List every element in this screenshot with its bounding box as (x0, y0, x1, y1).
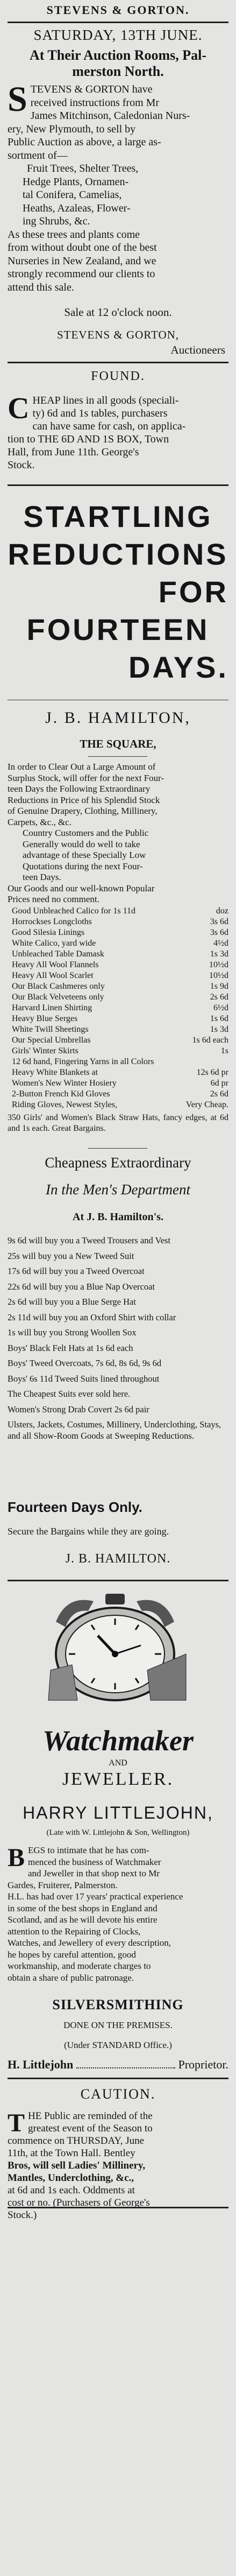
price-value: 2s 6d (210, 993, 228, 1002)
body-line: attention to the Repairing of Clocks, (8, 1926, 141, 1937)
price-value: 12s 6d pr (196, 1068, 228, 1077)
cheapness-title: Cheapness Extraordinary (45, 1155, 191, 1171)
body-line: in some of the best shops in England and (8, 1903, 158, 1913)
body-line: Bros, will sell Ladies' Millinery, (8, 2160, 146, 2171)
price-value: 1s 9d (210, 982, 228, 991)
body-line: attend this sale. (8, 281, 74, 293)
body-line: greatest event of the Season to (28, 2123, 153, 2134)
price-row (8, 906, 228, 917)
mens-line: Boys' Black Felt Hats at 1s 6d each (8, 1342, 133, 1353)
drop-cap: S (8, 80, 27, 119)
divider (8, 2207, 228, 2208)
price-value: doz (216, 906, 228, 916)
intro-text (8, 762, 228, 905)
price-list (8, 906, 228, 1110)
price-value: 1s 3d (210, 949, 228, 959)
body-line: cost or no. (Purchasers of George's (8, 2197, 150, 2208)
price-item: Riding Gloves, Newest Styles, (12, 1100, 117, 1109)
merchant-name: J. B. HAMILTON, (45, 709, 191, 727)
intro-line: Quotations during the next Four- (23, 861, 143, 871)
body-text (8, 1845, 228, 1983)
price-item: Women's New Winter Hosiery (12, 1079, 117, 1088)
dotted-leader (76, 2058, 175, 2068)
price-value: 10½d (209, 960, 228, 969)
secure-line: Secure the Bargains while they are going. (8, 1526, 169, 1537)
price-value: 1s 6d (210, 1014, 228, 1023)
mens-line: The Cheapest Suits ever sold here. (8, 1389, 131, 1399)
price-value: 6½d (213, 1003, 228, 1012)
intro-line: teen Days. (23, 872, 61, 882)
price-item: Girls' Winter Skirts (12, 1046, 78, 1055)
intro-line: teen Days the Following Extraordinary (8, 784, 151, 794)
done-on-premises: DONE ON THE PREMISES. (63, 2020, 173, 2030)
body-line: can have same for cash, on applica- (32, 420, 186, 432)
headline-line: FOURTEEN (26, 613, 210, 646)
body-line: Stock.) (8, 2209, 37, 2221)
body-line: Watches, and Jewellery of every description, (8, 1938, 171, 1948)
intro-line: Surplus Stock, will offer for the next Four- (8, 772, 165, 783)
headline-line: FOR (158, 575, 228, 609)
mens-line: Boys' 6s 11d Tweed Suits lined throughout (8, 1373, 160, 1384)
price-item: Our Black Velveteens only (12, 993, 104, 1002)
price-item: Heavy White Blankets at (12, 1068, 98, 1077)
intro-line: Generally would do well to take (23, 839, 140, 849)
mens-list (8, 1235, 228, 1446)
mens-line: Boys' Tweed Overcoats, 7s 6d, 8s 6d, 9s 6d (8, 1358, 162, 1368)
body-line: commence on THURSDAY, June (8, 2135, 145, 2146)
price-item: Heavy All Wool Scarlet (12, 971, 94, 980)
auction-venue (8, 47, 228, 80)
body-line: and Jeweller in that shop next to Mr (28, 1868, 160, 1878)
body-line: As these trees and plants come (8, 228, 140, 241)
headline (8, 498, 228, 686)
price-item: Our Special Umbrellas (12, 1036, 91, 1045)
mens-line: 25s will buy you a New Tweed Suit (8, 1250, 134, 1261)
price-row (8, 949, 228, 960)
body-line: Hall, from June 11th. George's (8, 446, 139, 458)
at-hamilton: At J. B. Hamilton's. (73, 1211, 163, 1223)
body-line: Mantles, Underclothing, &c., (8, 2172, 134, 2184)
divider (8, 22, 228, 23)
price-item: Good Silesia Linings (12, 928, 85, 937)
divider (8, 1580, 228, 1581)
intro-line: Our Goods and our well-known Popular (8, 883, 155, 893)
body-text (8, 80, 228, 294)
watchmaker-body (8, 1845, 228, 1983)
price-item: Our Black Cashmeres only (12, 982, 105, 991)
headline-line: REDUCTIONS (8, 537, 228, 571)
price-item: Heavy All Wool Flannels (12, 960, 99, 969)
body-line: Public Auction as above, a large as- (8, 136, 161, 148)
body-line: Hedge Plants, Ornamen- (23, 175, 129, 188)
venue-line: At Their Auction Rooms, Pal- (29, 47, 207, 63)
body-line: Stock. (8, 459, 35, 471)
intro-line: In order to Clear Out a Large Amount of (8, 762, 156, 772)
body-line: Fruit Trees, Shelter Trees, (27, 163, 139, 174)
body-line: HEAP lines in all goods (speciali- (32, 395, 179, 406)
body-line: ery, New Plymouth, to sell by (8, 123, 136, 135)
drop-cap: T (8, 2109, 25, 2137)
mens-line: 9s 6d will buy you a Tweed Trousers and Vest (8, 1235, 171, 1245)
price-item: Good Unbleached Calico for 1s 11d (12, 906, 136, 916)
body-line: Gardes, Fruiterer, Palmerston. (8, 1880, 118, 1890)
price-row (8, 927, 228, 938)
intro-line: of Genuine Drapery, Clothing, Millinery, (8, 806, 158, 816)
caution-body (8, 2110, 228, 2221)
body-text (8, 394, 228, 471)
body-line: obtain a share of public patronage. (8, 1972, 134, 1983)
price-row (8, 1046, 228, 1057)
body-line: Heaths, Azaleas, Flower- (23, 202, 131, 214)
price-row (8, 938, 228, 949)
price-row (8, 992, 228, 1003)
auction-date: SATURDAY, 13TH JUNE. (33, 27, 203, 43)
caution-title: CAUTION. (80, 2086, 156, 2102)
price-row (8, 1100, 228, 1110)
divider (88, 756, 147, 757)
drop-cap: B (8, 1843, 25, 1872)
body-line: 11th, at the Town Hall. Bentley (8, 2148, 135, 2159)
body-line: TEVENS & GORTON have (30, 83, 153, 95)
price-item: Unbleached Table Damask (12, 949, 104, 959)
price-row (8, 1003, 228, 1013)
body-line: James Mitchinson, Caledonian Nurs- (30, 110, 190, 122)
divider (8, 2078, 228, 2079)
headline-line: DAYS. (128, 650, 228, 684)
under-standard: (Under STANDARD Office.) (64, 2040, 172, 2050)
price-row (8, 1057, 228, 1067)
clock-icon (45, 1589, 190, 1701)
intro-line: Reductions in Price of his Splendid Stock (8, 794, 160, 805)
price-row (8, 1089, 228, 1100)
divider (8, 362, 228, 363)
body-line: Nurseries in New Zealand, and we (8, 255, 156, 267)
mens-line: Ulsters, Jackets, Costumes, Millinery, Underclothing, Stays, and all Show-Room Goods at Sweeping Reductions. (8, 1419, 221, 1441)
price-row (8, 1078, 228, 1089)
divider (8, 484, 228, 486)
straw-hats: 350 Girls' and Women's Black Straw Hats, fancy edges, at 6d and 1s each. Great Bargains. (8, 1113, 228, 1133)
price-item: Heavy Blue Serges (12, 1014, 78, 1023)
body-line: tion to THE 6D AND 1S BOX, Town (8, 433, 169, 445)
body-line: tal Conifera, Camelias, (23, 189, 122, 201)
late-with: (Late with W. Littlejohn & Son, Wellington) (46, 1828, 190, 1837)
price-value: 2s 6d (210, 1089, 228, 1099)
ad-header: STEVENS & GORTON. (46, 3, 190, 17)
body-line: strongly recommend our clients to (8, 268, 155, 280)
price-value: 3s 6d (210, 917, 228, 926)
mens-department: In the Men's Department (46, 1181, 190, 1198)
jeweller-title: JEWELLER. (62, 1769, 174, 1789)
body-line: sortment of— (8, 149, 68, 161)
body-line: menced the business of Watchmaker (28, 1856, 161, 1867)
intro-line: advantage of these Specially Low (23, 850, 146, 860)
mens-line: 17s 6d will buy you a Tweed Overcoat (8, 1266, 145, 1276)
body-line: EGS to intimate that he has com- (28, 1845, 149, 1855)
price-row (8, 960, 228, 970)
proprietor-short: H. Littlejohn (8, 2058, 74, 2071)
price-row (8, 1067, 228, 1078)
venue-line: merston North. (72, 64, 164, 79)
body-line: at 6d and 1s each. Oddments at (8, 2185, 135, 2196)
drop-cap: C (8, 392, 30, 425)
mens-line: 22s 6d will buy you a Blue Nap Overcoat (8, 1281, 155, 1292)
ad-stevens-gorton (8, 0, 228, 319)
auctioneer-signature: STEVENS & GORTON, (56, 328, 180, 341)
price-item: White Calico, yard wide (12, 939, 96, 948)
merchant-address: THE SQUARE, (80, 737, 156, 750)
body-line: he hopes by careful attention, good (8, 1949, 136, 1960)
mens-line: 2s 11d will buy you an Oxford Shirt with collar (8, 1312, 176, 1322)
price-item: Harvard Linen Shirting (12, 1003, 92, 1012)
price-row (8, 970, 228, 981)
price-row (8, 1035, 228, 1046)
watchmaker-title: Watchmaker (42, 1725, 194, 1757)
intro-line: Prices need no comment. (8, 894, 99, 904)
price-item: 2-Button French Kid Gloves (12, 1089, 110, 1099)
price-item: White Twill Sheetings (12, 1025, 89, 1034)
price-value: 1s 3d (210, 1025, 228, 1034)
price-row (8, 981, 228, 992)
price-item: Horrockses Longcloths (12, 917, 92, 926)
mens-line: Women's Strong Drab Covert 2s 6d pair (8, 1404, 149, 1414)
intro-line: Country Customers and the Public (23, 828, 149, 838)
found-body (8, 394, 228, 471)
price-value: 6d pr (210, 1079, 228, 1088)
price-value: 10½d (209, 971, 228, 980)
proprietor-role: Proprietor. (178, 2058, 228, 2071)
proprietor-line (8, 2058, 228, 2072)
mens-line: 2s 6d will buy you a Blue Serge Hat (8, 1297, 136, 1307)
intro-line: Carpets, &c., &c. (8, 817, 71, 827)
price-value: 1s (220, 1046, 228, 1055)
body-line: received instructions from Mr (30, 96, 160, 109)
mens-line: 1s will buy you Strong Woollen Sox (8, 1327, 137, 1338)
price-value: 3s 6d (210, 928, 228, 937)
price-value: 1s 6d each (192, 1036, 228, 1045)
clock-illustration (45, 1589, 190, 1701)
price-value: Very Cheap. (185, 1100, 228, 1109)
ad-body (8, 80, 228, 294)
ad-found (8, 366, 228, 482)
price-item: 12 6d hand, Fingering Yarns in all Colors (12, 1057, 154, 1066)
body-line: ing Shrubs, &c. (23, 215, 90, 227)
auctioneer-role: Auctioneers (170, 343, 225, 356)
proprietor-name: HARRY LITTLEJOHN, (23, 1803, 213, 1822)
body-line: workmanship, and moderate charges to (8, 1961, 151, 1971)
body-line: H.L. has had over 17 years' practical experience (8, 1891, 183, 1902)
price-row (8, 1013, 228, 1024)
watchmaker-and: AND (109, 1758, 127, 1768)
headline-line: STARTLING (23, 499, 213, 533)
sale-time: Sale at 12 o'clock noon. (64, 306, 172, 319)
price-value: 4½d (213, 939, 228, 948)
body-text (8, 2110, 228, 2221)
body-line: HE Public are reminded of the (28, 2110, 153, 2122)
divider (88, 1148, 147, 1149)
fourteen-days: Fourteen Days Only. (8, 1499, 142, 1515)
price-row (8, 917, 228, 927)
price-row (8, 1024, 228, 1035)
body-line: Scotland, and as he will devote his entire (8, 1915, 158, 1925)
body-line: ty) 6d and 1s tables, purchasers (32, 407, 168, 419)
body-line: from without doubt one of the best (8, 242, 157, 254)
silversmithing: SILVERSMITHING (52, 1997, 184, 2012)
hamilton-signoff: J. B. HAMILTON. (65, 1552, 171, 1566)
found-title: FOUND. (91, 369, 145, 383)
